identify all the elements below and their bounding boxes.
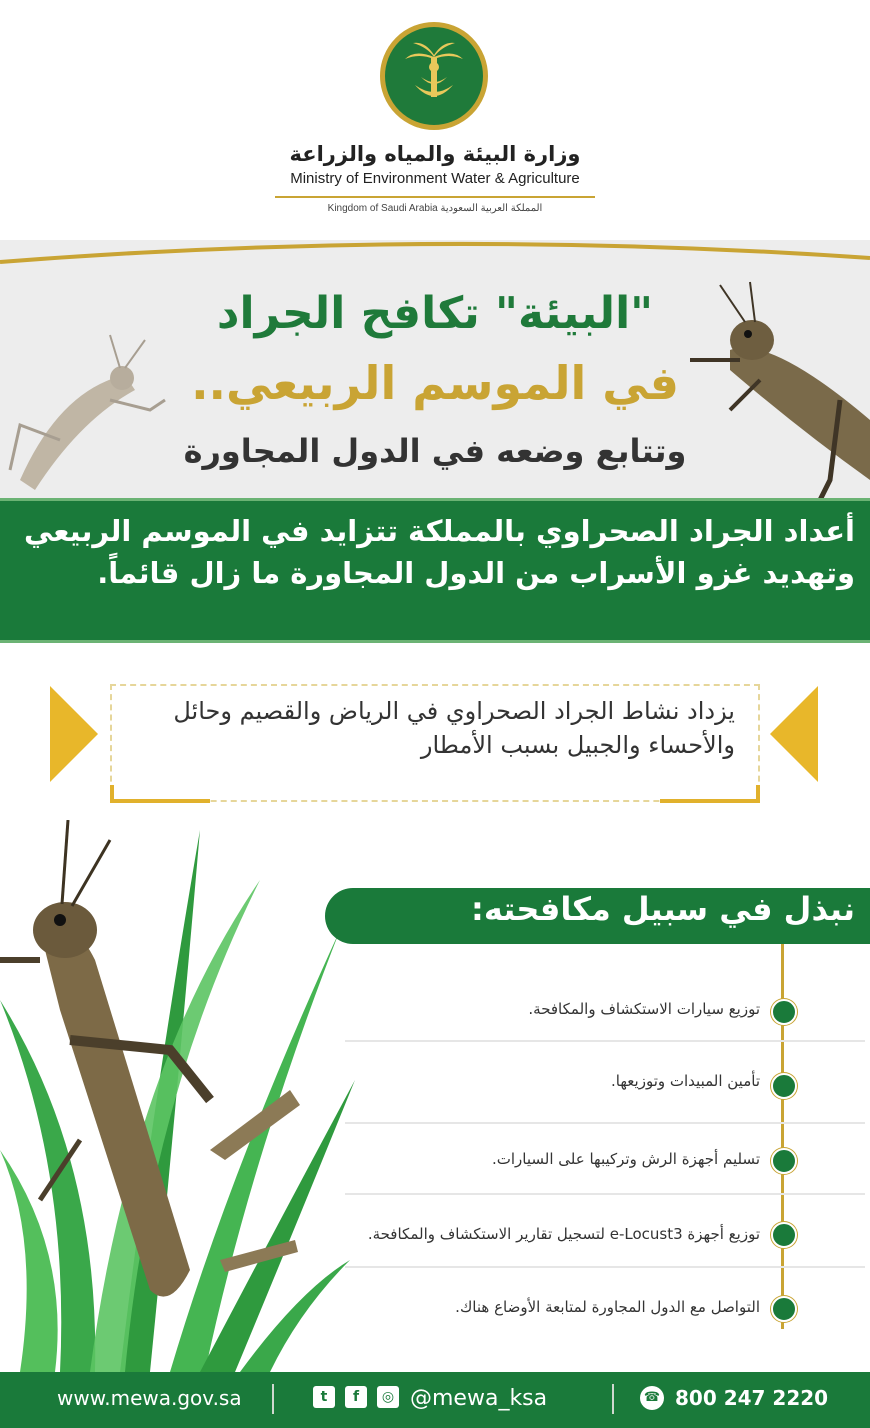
facebook-icon[interactable]: f [345, 1386, 367, 1408]
action-divider [345, 1040, 865, 1042]
triangle-right-icon [770, 686, 818, 782]
timeline-dot [771, 999, 797, 1025]
footer-separator [272, 1384, 274, 1414]
banner-text: أعداد الجراد الصحراوي بالمملكة تتزايد في الموسم الربيعي وتهديد غزو الأسراب من الدول المجاورة ما زال قائماً. [23, 514, 855, 590]
headline-line-2: في الموسم الربيعي.. [191, 356, 679, 410]
social-handle[interactable]: @mewa_ksa [410, 1386, 548, 1411]
instagram-icon[interactable]: ◎ [377, 1386, 399, 1408]
action-divider [345, 1122, 865, 1124]
grass-illustration-icon [0, 820, 360, 1372]
action-item-3: تسليم أجهزة الرش وتركيبها على السيارات. [492, 1150, 760, 1168]
actions-title: نبذل في سبيل مكافحته: [471, 890, 855, 928]
action-item-1: توزيع سيارات الاستكشاف والمكافحة. [528, 1000, 760, 1018]
phone-icon: ☎ [640, 1386, 664, 1410]
timeline-dot [771, 1296, 797, 1322]
action-item-2: تأمين المبيدات وتوزيعها. [611, 1072, 760, 1090]
info-text: يزداد نشاط الجراد الصحراوي في الرياض والقصيم وحائل والأحساء والجبيل بسبب الأمطار [173, 697, 735, 759]
phone-number[interactable]: 800 247 2220 [675, 1386, 829, 1410]
twitter-icon[interactable]: t [313, 1386, 335, 1408]
timeline-dot [771, 1148, 797, 1174]
action-item-4: توزيع أجهزة e-Locust3 لتسجيل تقارير الاستكشاف والمكافحة. [367, 1225, 760, 1243]
info-box-corner-right [660, 785, 760, 803]
kingdom-label: Kingdom of Saudi Arabia المملكة العربية السعودية [327, 203, 543, 214]
ministry-name-arabic: وزارة البيئة والمياه والزراعة [289, 142, 581, 166]
footer-separator [612, 1384, 614, 1414]
header-divider [275, 196, 595, 198]
ministry-logo-icon [380, 22, 488, 130]
ministry-name-english: Ministry of Environment Water & Agriculture [290, 170, 580, 187]
headline-line-3: وتتابع وضعه في الدول المجاورة [183, 432, 687, 470]
action-divider [345, 1266, 865, 1268]
info-box-corner-left [110, 785, 210, 803]
website-link[interactable]: www.mewa.gov.sa [57, 1386, 242, 1410]
action-item-5: التواصل مع الدول المجاورة لمتابعة الأوضاع هناك. [455, 1298, 760, 1316]
triangle-left-icon [50, 686, 98, 782]
headline-line-1: "البيئة" تكافح الجراد [216, 288, 654, 339]
action-divider [345, 1193, 865, 1195]
timeline-dot [771, 1222, 797, 1248]
gold-curve-divider [0, 232, 870, 272]
timeline-dot [771, 1073, 797, 1099]
